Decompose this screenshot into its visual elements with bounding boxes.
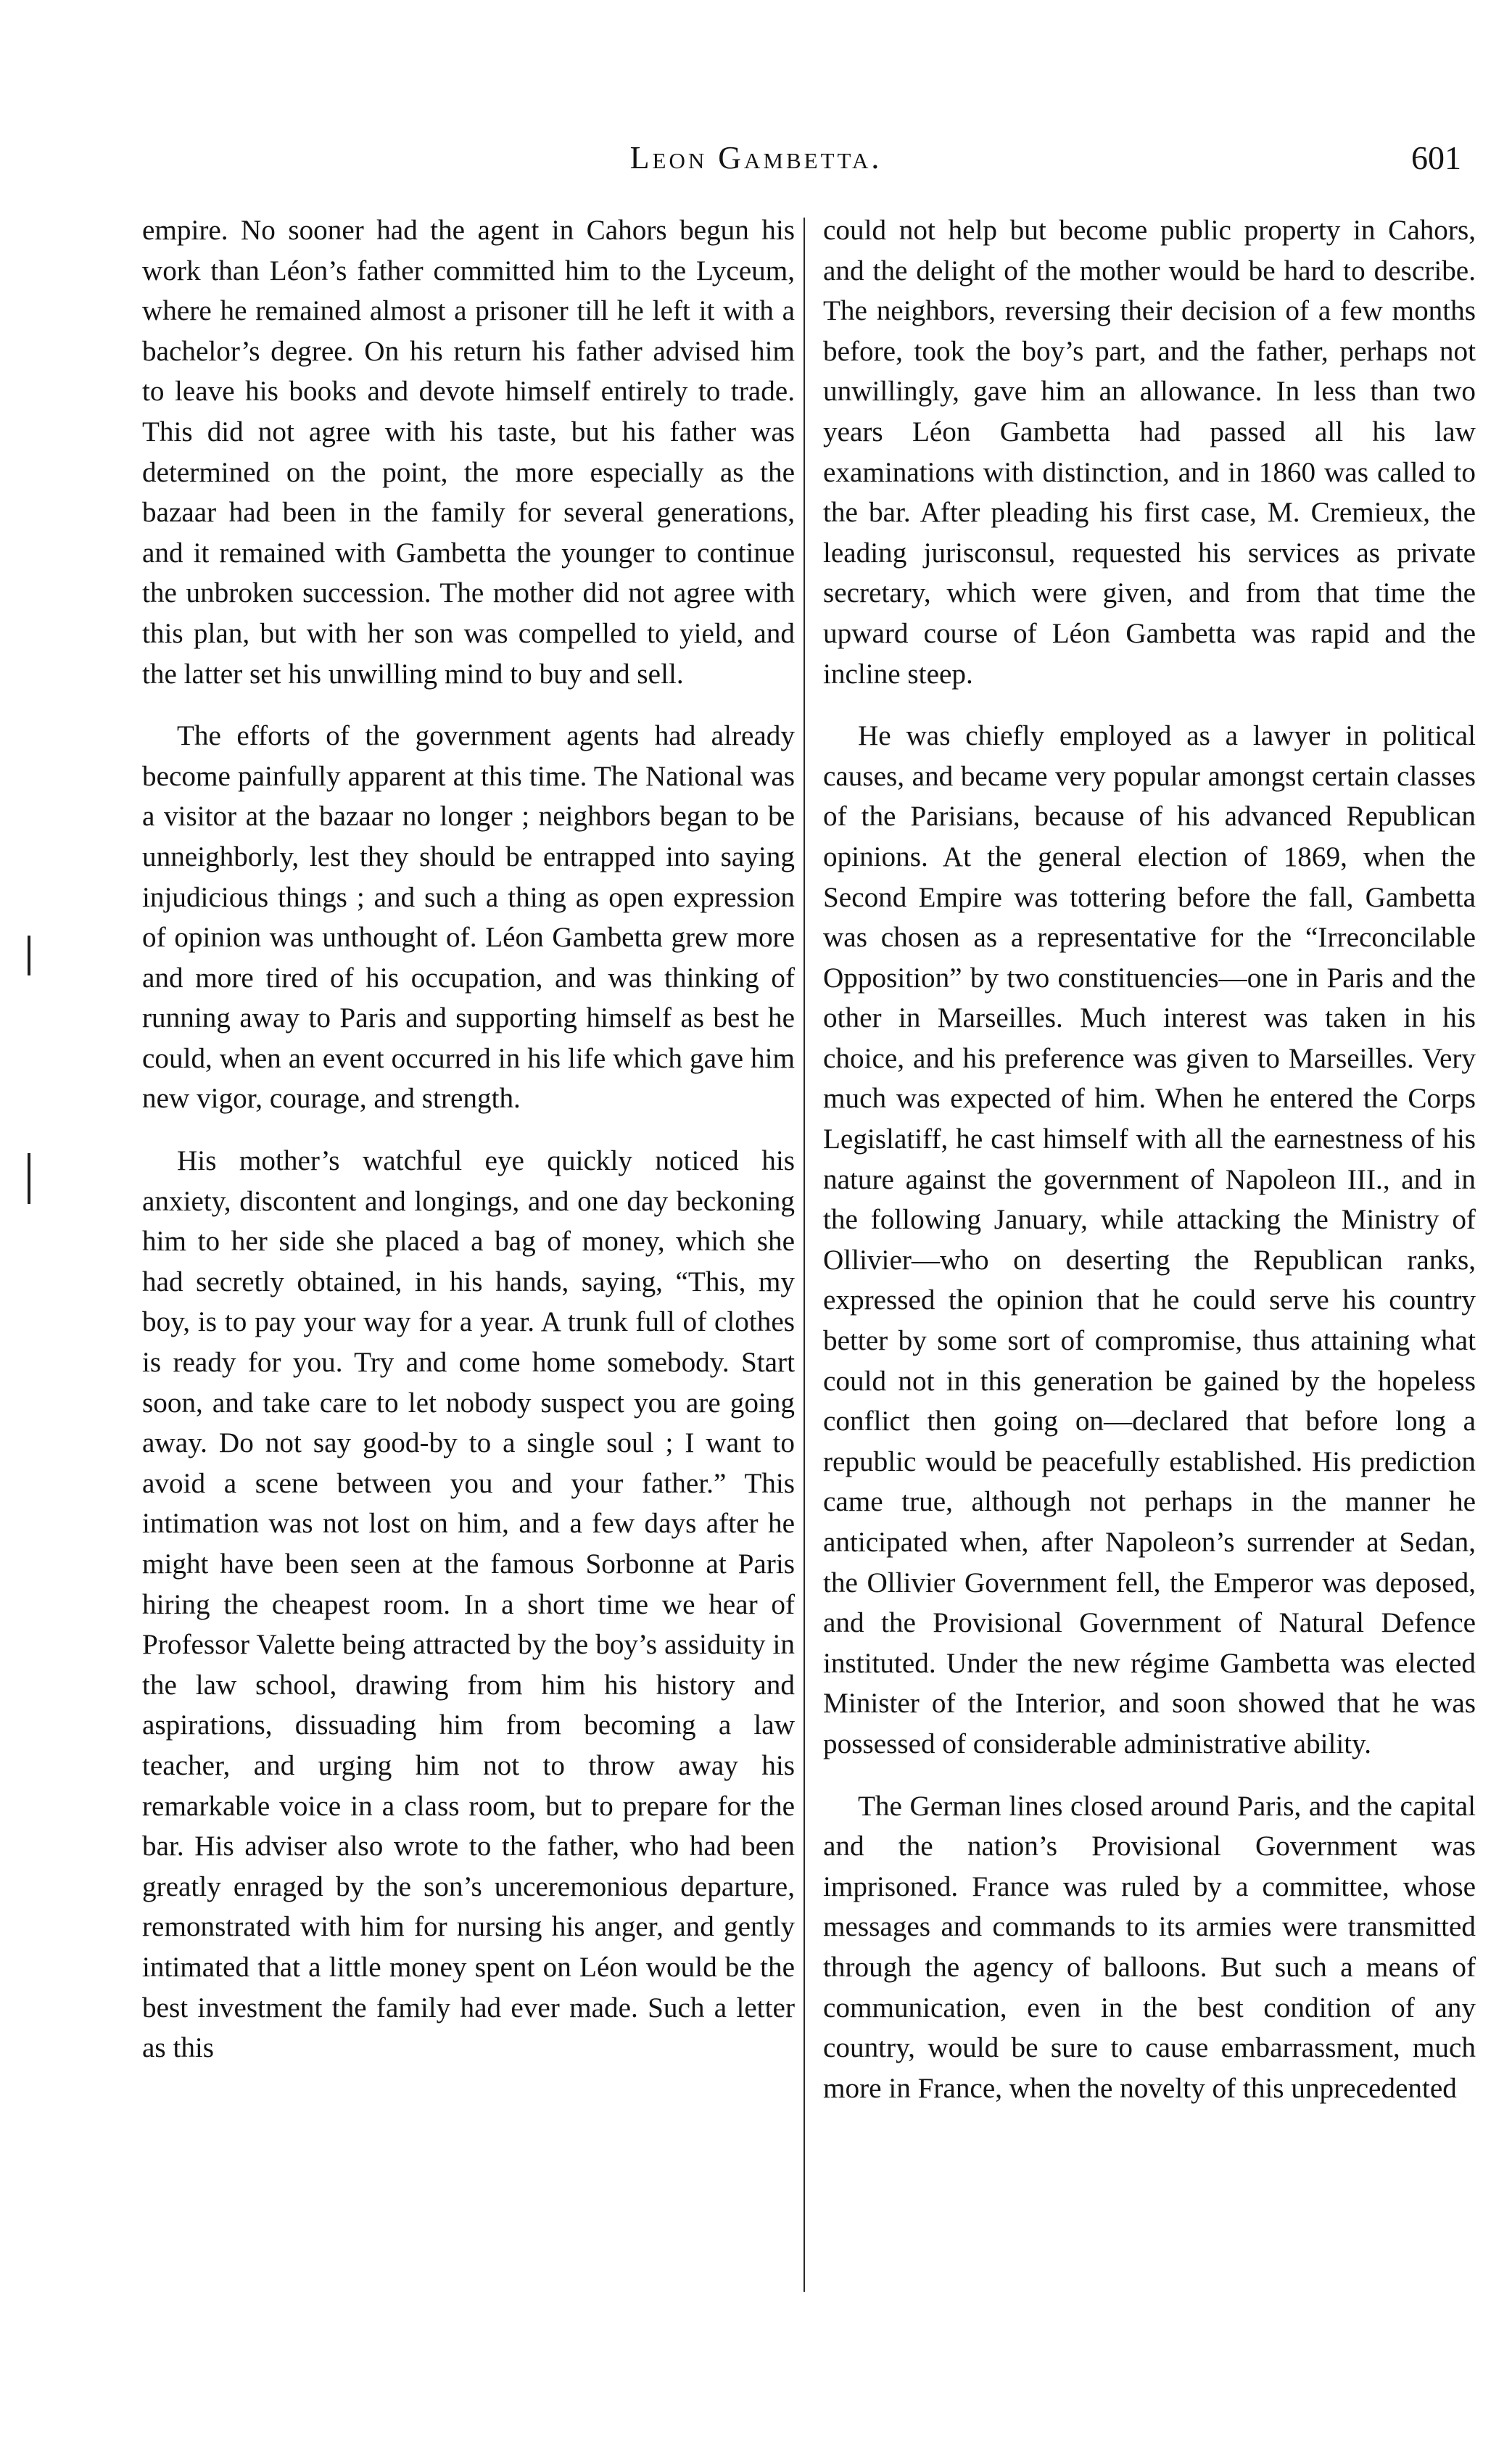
paragraph: The German lines closed around Paris, and the capital and the nation’s Provisional Government was imprisoned. France was ruled by a committee, whose messages and commands to its armies were transmitted through the agency of balloons. But such a means of communication, even in the best condition of any country, would be sure to cause embarrassment, much more in France, when the novelty of this unprecedented	[823, 1790, 1476, 2104]
right-column	[823, 210, 1476, 2108]
paragraph: His mother’s watchful eye quickly noticed his anxiety, discontent and longings, and one day beckoning him to her side she placed a bag of money, which she had secretly obtained, in his hands, saying, “This, my boy, is to pay your way for a year. A trunk full of clothes is ready for you. Try and come home somebody. Start soon, and take care to let nobody suspect you are going away. Do not say good-by to a single soul ; I want to avoid a scene between you and your father.” This intimation was not lost on him, and a few days after he might have been seen at the famous Sorbonne at Paris hiring the cheapest room. In a short time we hear of Professor Valette being attracted by the boy’s assiduity in the law school, drawing from him his history and aspirations, dissuading him from becoming a law teacher, and urging him not to throw away his remarkable voice in a class room, but to prepare for the bar. His adviser also wrote to the father, who had been greatly enraged by the son’s unceremonious departure, remonstrated with him for nursing his anger, and gently intimated that a little money spent on Léon would be the best investment the family had ever made. Such a letter as this	[142, 1145, 795, 2064]
paragraph: The efforts of the government agents had already become painfully apparent at this time. The National was a visitor at the bazaar no longer ; neighbors began to be unneighborly, lest they should be entrapped into saying injudicious things ; and such a thing as open expression of opinion was unthought of. Léon Gambetta grew more and more tired of his occupation, and was thinking of running away to Paris and supporting himself as best he could, when an event occurred in his life which gave him new vigor, courage, and strength.	[142, 720, 795, 1115]
left-edge-mark	[28, 1153, 30, 1204]
left-column	[142, 210, 795, 2068]
paragraph: empire. No sooner had the agent in Cahors begun his work than Léon’s father committed him to the Lyceum, where he remained almost a prisoner till he left it with a bachelor’s degree. On his return his father advised him to leave his books and devote himself entirely to trade. This did not agree with his taste, but his father was determined on the point, the more especially as the bazaar had been in the family for several generations, and it remained with Gambetta the younger to continue the unbroken succession. The mother did not agree with this plan, but with her son was compelled to yield, and the latter set his unwilling mind to buy and sell.	[142, 215, 795, 690]
running-title: Leon Gambetta.	[629, 140, 883, 176]
left-edge-mark	[28, 936, 30, 975]
paragraph: could not help but become public property in Cahors, and the delight of the mother would be hard to describe. The neighbors, reversing their decision of a few months before, took the boy’s part, and the father, perhaps not unwillingly, gave him an allowance. In less than two years Léon Gambetta had passed all his law examinations with distinction, and in 1860 was called to the bar. After pleading his first case, M. Cremieux, the leading jurisconsul, requested his services as private secretary, which were given, and from that time the upward course of Léon Gambetta was rapid and the incline steep.	[823, 215, 1476, 690]
paragraph: He was chiefly employed as a lawyer in political causes, and became very popular amongst certain classes of the Parisians, because of his advanced Republican opinions. At the general election of 1869, when the Second Empire was tottering before the fall, Gambetta was chosen as a representative for the “Irreconcilable Opposition” by two constituencies—one in Paris and the other in Marseilles. Much interest was taken in his choice, and his preference was given to Marseilles. Very much was expected of him. When he entered the Corps Legislatiff, he cast himself with all the earnestness of his nature against the government of Napoleon III., and in the following January, while attacking the Ministry of Ollivier—who on deserting the Republican ranks, expressed the opinion that he could serve his country better by some sort of compromise, thus attaining what could not in this generation be gained by the hopeless conflict then going on—declared that before long a republic would be peacefully established. His prediction came true, although not perhaps in the manner he anticipated when, after Napoleon’s surrender at Sedan, the Ollivier Government fell, the Emperor was deposed, and the Provisional Government of Natural Defence instituted. Under the new régime Gambetta was elected Minister of the Interior, and soon showed that he was possessed of considerable administrative ability.	[823, 720, 1476, 1759]
running-head	[0, 136, 1512, 180]
page-number: 601	[1411, 139, 1461, 176]
column-divider	[803, 218, 805, 2292]
